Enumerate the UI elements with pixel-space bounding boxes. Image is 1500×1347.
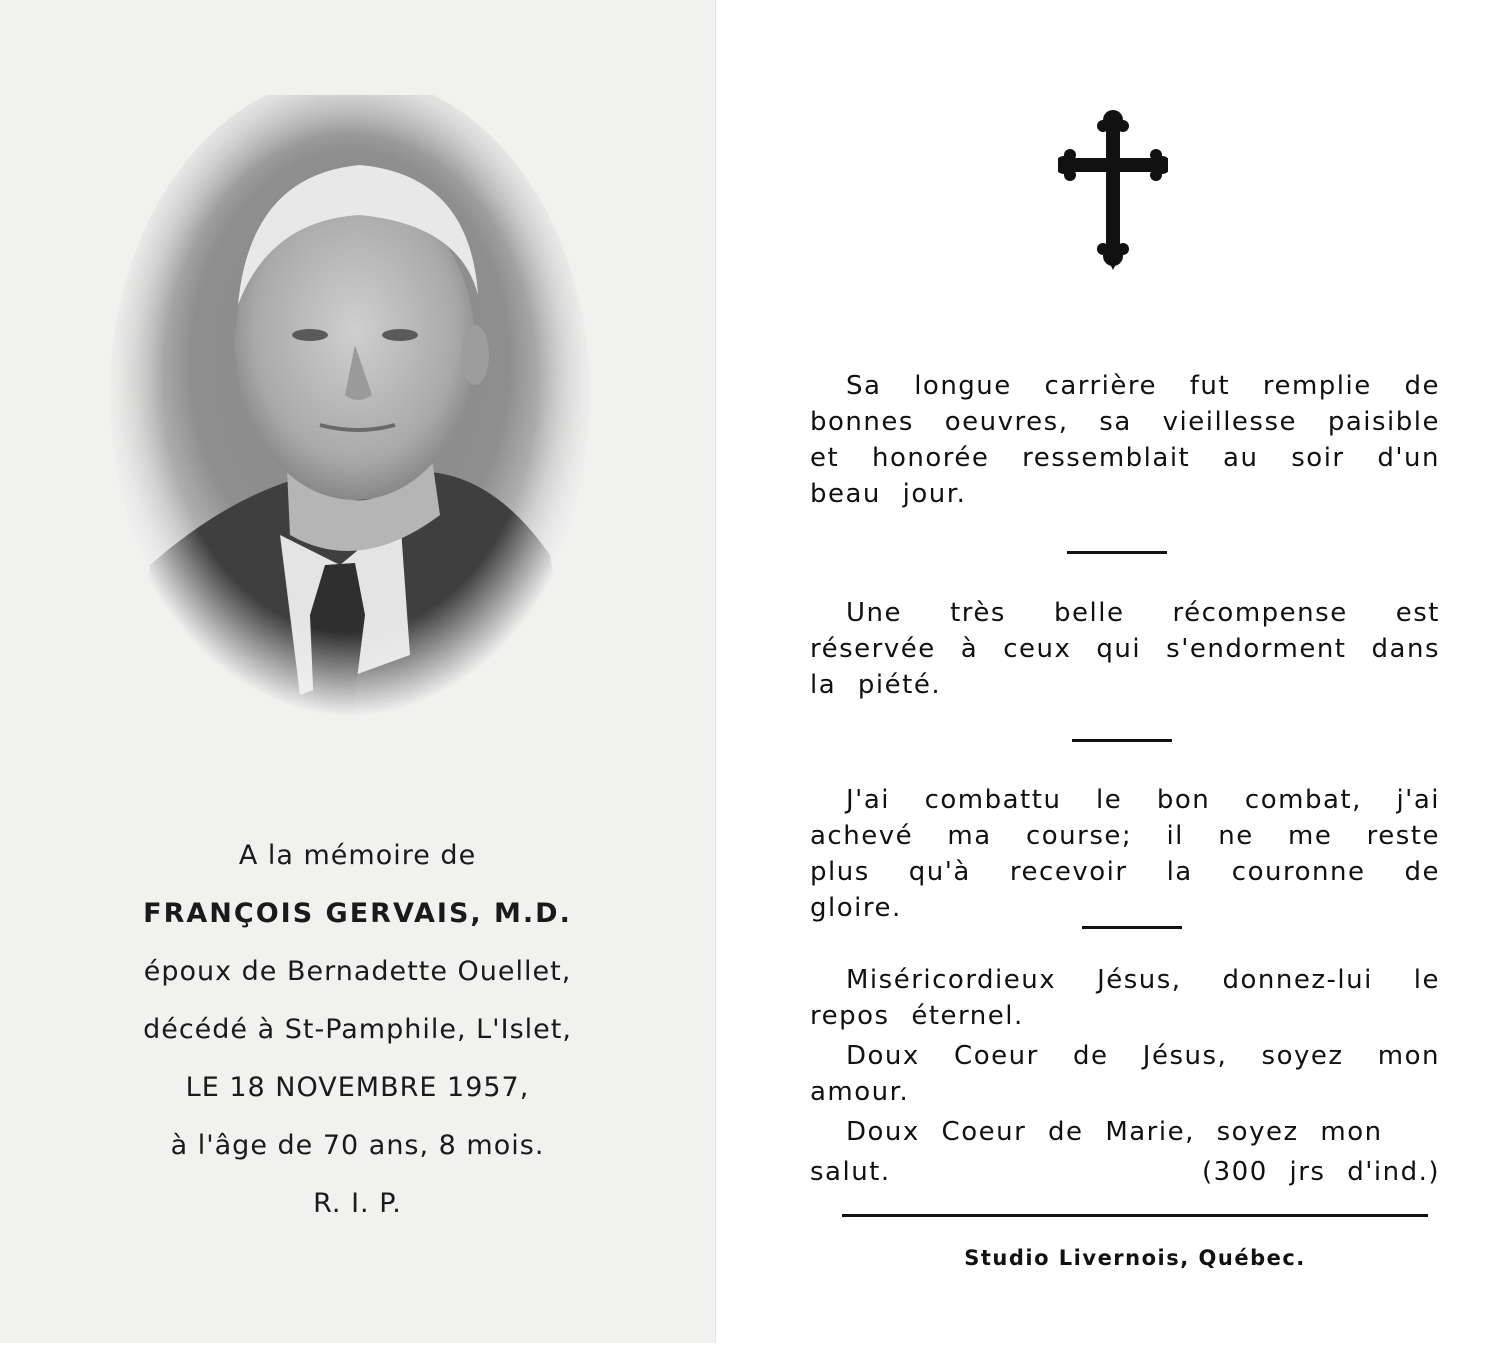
studio-credit: Studio Livernois, Québec. <box>964 1246 1306 1270</box>
place-of-death: décédé à St-Pamphile, L'Islet, <box>143 1014 572 1045</box>
prayer-closing-row <box>810 1154 1440 1190</box>
indulgence-note: (300 jrs d'ind.) <box>1201 1157 1440 1187</box>
memorial-card-back <box>760 0 1480 1343</box>
prayer-closing-word: salut. <box>810 1157 891 1187</box>
prayer-misericordieux: Miséricordieux Jésus, donnez-lui le repos éternel. <box>810 965 1440 1031</box>
prayer-heart-of-mary: Doux Coeur de Marie, soyez mon <box>846 1117 1383 1147</box>
verse-reward-text: Une très belle récompense est réservée à ceux qui s'endorment dans la piété. <box>810 598 1440 700</box>
age-at-death: à l'âge de 70 ans, 8 mois. <box>170 1130 545 1161</box>
memorial-intro: A la mémoire de <box>238 840 477 871</box>
verse-reward <box>810 595 1440 703</box>
prayer-sacred-heart: Doux Coeur de Jésus, soyez mon amour. <box>810 1041 1440 1107</box>
spouse-line: époux de Bernadette Ouellet, <box>143 956 572 987</box>
memorial-text <box>60 836 655 1242</box>
cross-icon <box>1058 110 1168 270</box>
portrait-photo <box>110 95 590 735</box>
prayers <box>810 962 1440 1194</box>
deceased-name: FRANÇOIS GERVAIS, M.D. <box>143 898 572 929</box>
divider <box>1072 739 1172 742</box>
verse-combat-text: J'ai combattu le bon combat, j'ai achevé ma course; il ne me reste plus qu'à recevoir la couronne de gloire. <box>810 785 1440 923</box>
verse-career-text: Sa longue carrière fut remplie de bonnes oeuvres, sa vieillesse paisible et honorée ressemblait au soir d'un beau jour. <box>810 371 1440 509</box>
footer-rule <box>842 1214 1428 1217</box>
divider <box>1067 551 1167 554</box>
divider <box>1082 926 1182 929</box>
memorial-card-front <box>0 0 716 1343</box>
verse-career <box>810 368 1440 512</box>
verse-combat <box>810 782 1440 926</box>
rip-line: R. I. P. <box>313 1188 402 1219</box>
date-of-death: LE 18 NOVEMBRE 1957, <box>185 1072 530 1103</box>
